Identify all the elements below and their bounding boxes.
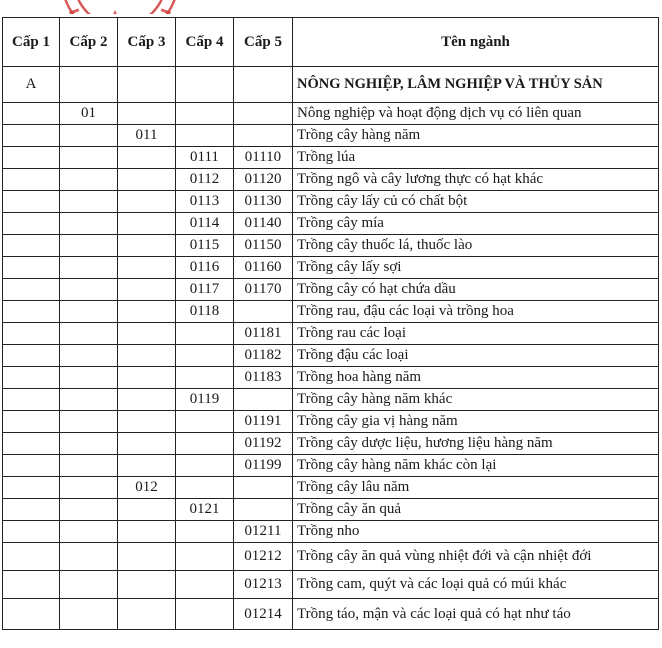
industry-name-cell: Trồng cây hàng năm	[293, 125, 659, 147]
level-5-code-cell: 01213	[234, 571, 293, 599]
level-5-code-cell: 01182	[234, 345, 293, 367]
table-row	[3, 367, 659, 389]
level-4-code-cell	[176, 543, 234, 571]
level-2-code-cell	[60, 279, 118, 301]
header-level-2: Cấp 2	[60, 18, 118, 67]
industry-name-cell: Trồng cây có hạt chứa dầu	[293, 279, 659, 301]
level-3-code-cell	[118, 389, 176, 411]
table-row	[3, 279, 659, 301]
level-2-code-cell	[60, 147, 118, 169]
level-4-code-cell	[176, 433, 234, 455]
industry-name-cell: Trồng cây hàng năm khác còn lại	[293, 455, 659, 477]
table-row	[3, 345, 659, 367]
level-2-code-cell: 01	[60, 103, 118, 125]
level-2-code-cell	[60, 389, 118, 411]
level-3-code-cell: 011	[118, 125, 176, 147]
level-4-code-cell: 0121	[176, 499, 234, 521]
level-1-code-cell	[3, 103, 60, 125]
industry-name-cell: Trồng cây thuốc lá, thuốc lào	[293, 235, 659, 257]
industry-name-cell: Trồng nho	[293, 521, 659, 543]
industry-name-cell: Trồng cây lấy sợi	[293, 257, 659, 279]
level-3-code-cell	[118, 103, 176, 125]
industry-code-table	[2, 17, 659, 630]
level-3-code-cell	[118, 191, 176, 213]
level-5-code-cell: 01199	[234, 455, 293, 477]
level-1-code-cell	[3, 147, 60, 169]
table-row	[3, 499, 659, 521]
level-1-code-cell	[3, 599, 60, 630]
level-1-code-cell	[3, 301, 60, 323]
level-2-code-cell	[60, 213, 118, 235]
table-row	[3, 543, 659, 571]
red-seal-stamp	[55, 0, 185, 14]
level-4-code-cell: 0115	[176, 235, 234, 257]
level-4-code-cell	[176, 323, 234, 345]
level-5-code-cell: 01110	[234, 147, 293, 169]
level-4-code-cell	[176, 411, 234, 433]
level-3-code-cell	[118, 147, 176, 169]
industry-name-cell: Trồng cây mía	[293, 213, 659, 235]
level-5-code-cell	[234, 67, 293, 103]
table-row	[3, 125, 659, 147]
table-row	[3, 571, 659, 599]
table-row	[3, 521, 659, 543]
level-4-code-cell: 0112	[176, 169, 234, 191]
level-5-code-cell	[234, 389, 293, 411]
header-level-3: Cấp 3	[118, 18, 176, 67]
table-row	[3, 257, 659, 279]
level-4-code-cell	[176, 521, 234, 543]
level-3-code-cell	[118, 67, 176, 103]
level-1-code-cell	[3, 499, 60, 521]
table-row	[3, 191, 659, 213]
table-row	[3, 411, 659, 433]
table-row	[3, 477, 659, 499]
level-3-code-cell	[118, 257, 176, 279]
industry-name-cell: Trồng cây ăn quả vùng nhiệt đới và cận nhiệt đới	[293, 543, 659, 571]
level-2-code-cell	[60, 599, 118, 630]
level-5-code-cell: 01140	[234, 213, 293, 235]
level-5-code-cell: 01160	[234, 257, 293, 279]
level-4-code-cell: 0117	[176, 279, 234, 301]
industry-name-cell: Trồng đậu các loại	[293, 345, 659, 367]
level-3-code-cell	[118, 499, 176, 521]
level-5-code-cell	[234, 477, 293, 499]
level-1-code-cell: A	[3, 67, 60, 103]
level-1-code-cell	[3, 345, 60, 367]
level-2-code-cell	[60, 67, 118, 103]
industry-name-cell: Trồng cây dược liệu, hương liệu hàng năm	[293, 433, 659, 455]
level-5-code-cell	[234, 125, 293, 147]
industry-name-cell: Trồng cam, quýt và các loại quả có múi khác	[293, 571, 659, 599]
level-3-code-cell	[118, 301, 176, 323]
industry-name-cell: Trồng cây lâu năm	[293, 477, 659, 499]
level-1-code-cell	[3, 169, 60, 191]
level-4-code-cell: 0113	[176, 191, 234, 213]
level-1-code-cell	[3, 411, 60, 433]
level-5-code-cell: 01130	[234, 191, 293, 213]
level-3-code-cell	[118, 599, 176, 630]
level-5-code-cell: 01212	[234, 543, 293, 571]
industry-name-cell: Trồng cây ăn quả	[293, 499, 659, 521]
level-4-code-cell	[176, 455, 234, 477]
industry-name-cell: Trồng cây lấy củ có chất bột	[293, 191, 659, 213]
table-header-row	[3, 18, 659, 67]
level-5-code-cell	[234, 103, 293, 125]
level-3-code-cell	[118, 235, 176, 257]
industry-name-cell: Trồng rau, đậu các loại và trồng hoa	[293, 301, 659, 323]
level-2-code-cell	[60, 499, 118, 521]
level-4-code-cell	[176, 599, 234, 630]
level-2-code-cell	[60, 455, 118, 477]
level-5-code-cell: 01214	[234, 599, 293, 630]
level-1-code-cell	[3, 367, 60, 389]
table-row	[3, 169, 659, 191]
table-row	[3, 389, 659, 411]
level-1-code-cell	[3, 323, 60, 345]
table-row	[3, 213, 659, 235]
level-4-code-cell	[176, 367, 234, 389]
level-3-code-cell	[118, 279, 176, 301]
table-row	[3, 599, 659, 630]
level-4-code-cell: 0118	[176, 301, 234, 323]
industry-name-cell: Trồng hoa hàng năm	[293, 367, 659, 389]
level-5-code-cell: 01191	[234, 411, 293, 433]
level-3-code-cell	[118, 323, 176, 345]
level-5-code-cell: 01170	[234, 279, 293, 301]
level-1-code-cell	[3, 257, 60, 279]
level-1-code-cell	[3, 191, 60, 213]
level-3-code-cell: 012	[118, 477, 176, 499]
table-row	[3, 147, 659, 169]
level-4-code-cell: 0119	[176, 389, 234, 411]
level-5-code-cell: 01181	[234, 323, 293, 345]
level-1-code-cell	[3, 235, 60, 257]
industry-name-cell: Trồng táo, mận và các loại quả có hạt như táo	[293, 599, 659, 630]
level-2-code-cell	[60, 191, 118, 213]
level-3-code-cell	[118, 367, 176, 389]
industry-name-cell: Nông nghiệp và hoạt động dịch vụ có liên quan	[293, 103, 659, 125]
industry-name-cell: Trồng cây gia vị hàng năm	[293, 411, 659, 433]
level-1-code-cell	[3, 213, 60, 235]
level-2-code-cell	[60, 301, 118, 323]
header-level-1: Cấp 1	[3, 18, 60, 67]
table-row	[3, 433, 659, 455]
level-3-code-cell	[118, 213, 176, 235]
level-4-code-cell	[176, 345, 234, 367]
industry-name-cell: Trồng ngô và cây lương thực có hạt khác	[293, 169, 659, 191]
level-1-code-cell	[3, 389, 60, 411]
level-2-code-cell	[60, 257, 118, 279]
level-2-code-cell	[60, 411, 118, 433]
level-1-code-cell	[3, 477, 60, 499]
table-row	[3, 323, 659, 345]
level-5-code-cell	[234, 499, 293, 521]
level-3-code-cell	[118, 169, 176, 191]
level-2-code-cell	[60, 169, 118, 191]
level-1-code-cell	[3, 543, 60, 571]
level-5-code-cell: 01211	[234, 521, 293, 543]
level-2-code-cell	[60, 521, 118, 543]
level-4-code-cell: 0116	[176, 257, 234, 279]
level-3-code-cell	[118, 521, 176, 543]
level-1-code-cell	[3, 125, 60, 147]
level-4-code-cell: 0111	[176, 147, 234, 169]
level-4-code-cell	[176, 477, 234, 499]
level-2-code-cell	[60, 543, 118, 571]
table-row	[3, 103, 659, 125]
level-2-code-cell	[60, 125, 118, 147]
header-level-5: Cấp 5	[234, 18, 293, 67]
table-row	[3, 235, 659, 257]
industry-name-cell: Trồng cây hàng năm khác	[293, 389, 659, 411]
level-3-code-cell	[118, 411, 176, 433]
level-4-code-cell: 0114	[176, 213, 234, 235]
table-row	[3, 455, 659, 477]
level-4-code-cell	[176, 571, 234, 599]
industry-name-cell: Trồng rau các loại	[293, 323, 659, 345]
level-3-code-cell	[118, 571, 176, 599]
level-3-code-cell	[118, 433, 176, 455]
level-3-code-cell	[118, 455, 176, 477]
level-4-code-cell	[176, 103, 234, 125]
level-5-code-cell: 01120	[234, 169, 293, 191]
level-2-code-cell	[60, 367, 118, 389]
level-5-code-cell	[234, 301, 293, 323]
level-4-code-cell	[176, 67, 234, 103]
level-1-code-cell	[3, 433, 60, 455]
level-5-code-cell: 01192	[234, 433, 293, 455]
level-5-code-cell: 01183	[234, 367, 293, 389]
level-2-code-cell	[60, 323, 118, 345]
level-2-code-cell	[60, 571, 118, 599]
header-industry-name: Tên ngành	[293, 18, 659, 67]
level-5-code-cell: 01150	[234, 235, 293, 257]
level-4-code-cell	[176, 125, 234, 147]
level-1-code-cell	[3, 571, 60, 599]
level-1-code-cell	[3, 455, 60, 477]
level-3-code-cell	[118, 345, 176, 367]
level-2-code-cell	[60, 235, 118, 257]
level-2-code-cell	[60, 477, 118, 499]
level-2-code-cell	[60, 433, 118, 455]
level-2-code-cell	[60, 345, 118, 367]
industry-name-cell: NÔNG NGHIỆP, LÂM NGHIỆP VÀ THỦY SẢN	[293, 67, 659, 103]
industry-name-cell: Trồng lúa	[293, 147, 659, 169]
table-row	[3, 67, 659, 103]
level-3-code-cell	[118, 543, 176, 571]
header-level-4: Cấp 4	[176, 18, 234, 67]
level-1-code-cell	[3, 279, 60, 301]
table-row	[3, 301, 659, 323]
level-1-code-cell	[3, 521, 60, 543]
